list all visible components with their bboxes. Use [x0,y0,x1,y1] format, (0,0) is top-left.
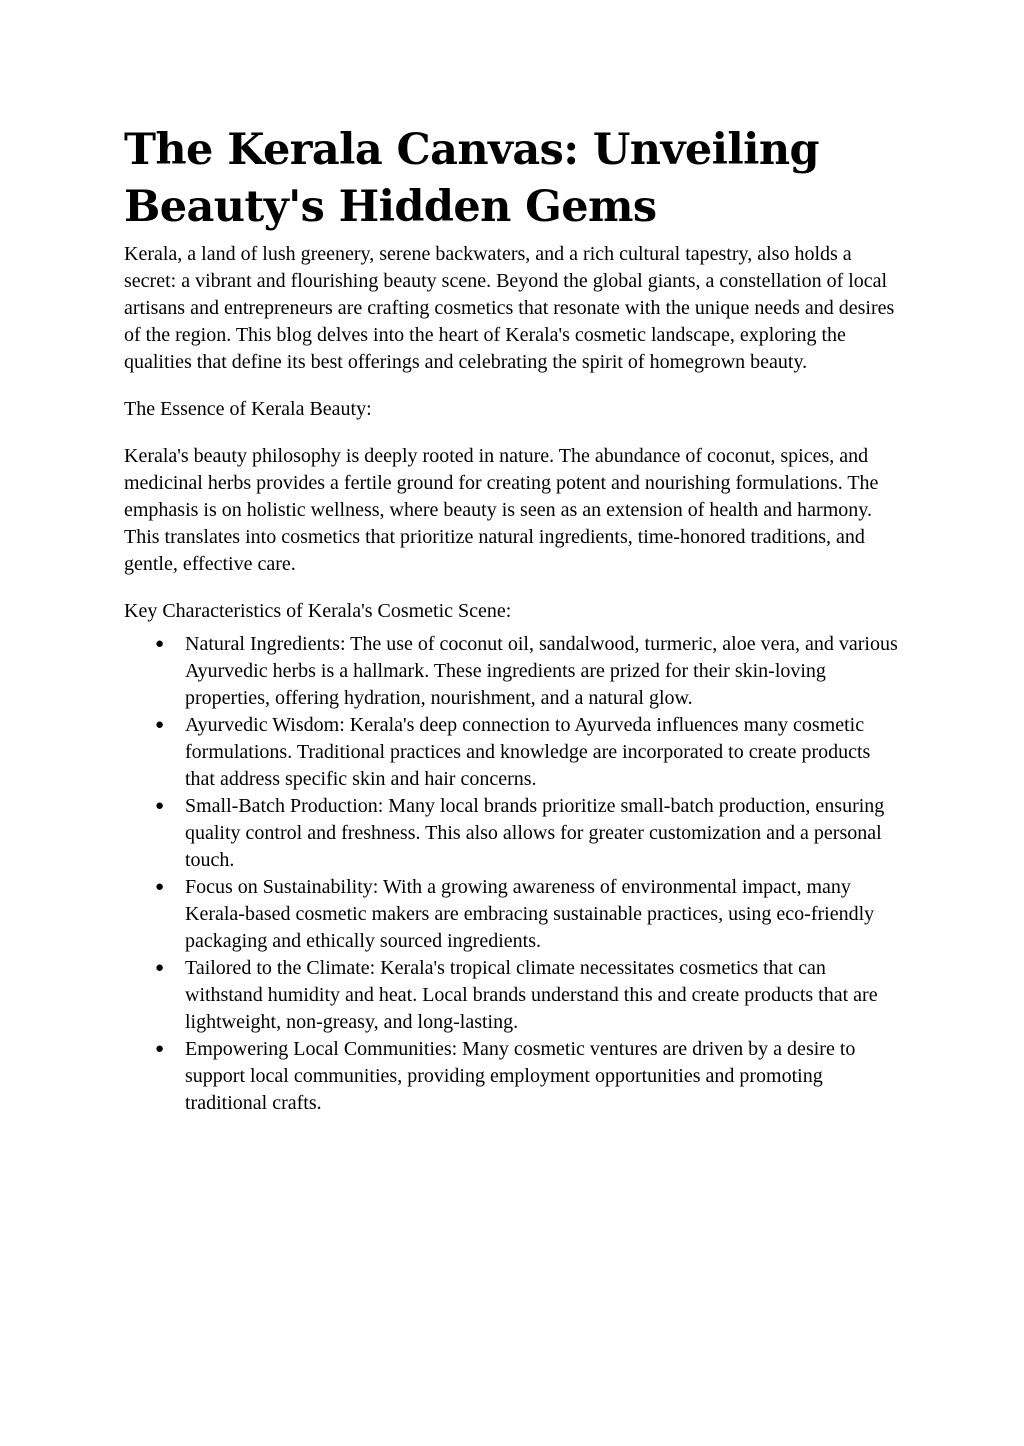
list-item [124,874,904,955]
document-page [124,122,904,1117]
list-item-text: Empowering Local Communities: Many cosmetic ventures are driven by a desire to support local communities, providing employment opportunities and promoting traditional crafts. [185,1038,856,1114]
list-item [124,631,904,712]
list-item-text: Tailored to the Climate: Kerala's tropical climate necessitates cosmetics that can withstand humidity and heat. Local brands understand this and create products that are lightweight, non-greasy, and long-lasting. [185,957,878,1033]
list-item-text: Small-Batch Production: Many local brands prioritize small-batch production, ensuring quality control and freshness. This also allows for greater customization and a personal touch. [185,795,885,871]
bullet-icon: ● [155,636,165,652]
list-item-text: Focus on Sustainability: With a growing awareness of environmental impact, many Kerala-based cosmetic makers are embracing sustainable practices, using eco-friendly packaging and ethically sourced ingredients. [185,876,875,952]
essence-heading: The Essence of Kerala Beauty: [124,398,372,420]
essence-paragraph: Kerala's beauty philosophy is deeply rooted in nature. The abundance of coconut, spices, and medicinal herbs provides a fertile ground for creating potent and nourishing formulations. The emphasis is on holistic wellness, where beauty is seen as an extension of health and harmony. This translates into cosmetics that prioritize natural ingredients, time-honored traditions, and gentle, effective care. [124,445,879,575]
bullet-icon: ● [155,798,165,814]
list-item-text: Ayurvedic Wisdom: Kerala's deep connection to Ayurveda influences many cosmetic formulations. Traditional practices and knowledge are incorporated to create products that address specific skin and hair concerns. [185,714,871,790]
characteristics-heading: Key Characteristics of Kerala's Cosmetic Scene: [124,600,512,622]
intro-paragraph: Kerala, a land of lush greenery, serene backwaters, and a rich cultural tapestry, also holds a secret: a vibrant and flourishing beauty scene. Beyond the global giants, a constellation of local artisans and entrepreneurs are crafting cosmetics that resonate with the unique needs and desires of the region. This blog delves into the heart of Kerala's cosmetic landscape, exploring the qualities that define its best offerings and celebrating the spirit of homegrown beauty. [124,243,895,373]
list-item-text: Natural Ingredients: The use of coconut oil, sandalwood, turmeric, aloe vera, and various Ayurvedic herbs is a hallmark. These ingredients are prized for their skin-loving properties, offering hydration, nourishment, and a natural glow. [185,633,898,709]
bullet-icon: ● [155,1041,165,1057]
list-item [124,955,904,1036]
bullet-icon: ● [155,960,165,976]
bullet-icon: ● [155,879,165,895]
bullet-icon: ● [155,717,165,733]
list-item [124,793,904,874]
article-title: The Kerala Canvas: Unveiling Beauty's Hidden Gems [124,125,819,232]
list-item [124,1036,904,1117]
characteristics-list [124,631,904,1117]
list-item [124,712,904,793]
